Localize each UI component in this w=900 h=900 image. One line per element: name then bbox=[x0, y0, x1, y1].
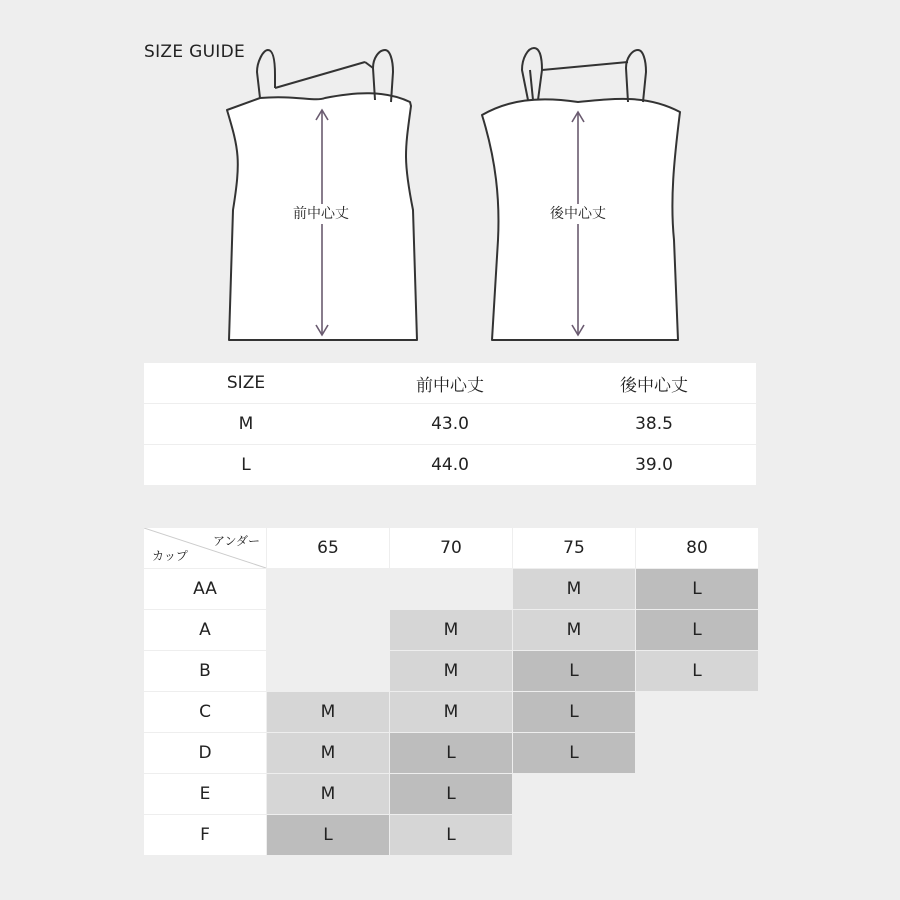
cup-table-corner-cell bbox=[144, 528, 266, 568]
front-garment-illustration bbox=[215, 40, 430, 350]
cup-size-cell bbox=[636, 815, 758, 855]
cup-size-cell: L bbox=[636, 569, 758, 609]
cup-size-cell bbox=[390, 569, 512, 609]
cup-size-cell: L bbox=[636, 610, 758, 650]
cup-size-cell bbox=[267, 569, 389, 609]
size-cell: M bbox=[238, 414, 254, 434]
cup-size-cell: M bbox=[390, 651, 512, 691]
cup-size-cell: L bbox=[390, 733, 512, 773]
cup-size-cell bbox=[267, 610, 389, 650]
cup-row-header: F bbox=[144, 815, 266, 855]
under-column-header: 65 bbox=[267, 528, 389, 568]
cup-size-cell bbox=[636, 774, 758, 814]
back-garment-illustration bbox=[478, 40, 693, 350]
under-bust-label: アンダー bbox=[212, 534, 260, 548]
front-length-label: 前中心丈 bbox=[293, 206, 349, 222]
cup-size-cell: M bbox=[390, 610, 512, 650]
cup-size-cell: L bbox=[513, 651, 635, 691]
cup-table-row bbox=[144, 569, 759, 609]
size-guide-title: SIZE GUIDE bbox=[144, 42, 246, 62]
back-length-header: 後中心丈 bbox=[620, 375, 688, 396]
cup-size-cell: M bbox=[267, 733, 389, 773]
cup-size-cell: M bbox=[390, 692, 512, 732]
under-column-header: 75 bbox=[513, 528, 635, 568]
cup-row-header: C bbox=[144, 692, 266, 732]
front-length-cell: 43.0 bbox=[431, 414, 469, 434]
cup-table-row bbox=[144, 610, 759, 650]
cup-size-cell: L bbox=[513, 692, 635, 732]
cup-size-cell: M bbox=[267, 774, 389, 814]
camisole-back-outline-icon bbox=[478, 40, 693, 350]
cup-size-cell: M bbox=[513, 569, 635, 609]
size-cell: L bbox=[241, 455, 251, 475]
under-column-header: 80 bbox=[636, 528, 758, 568]
cup-table-row bbox=[144, 733, 759, 773]
cup-size-cell bbox=[513, 815, 635, 855]
cup-table-header-row bbox=[144, 528, 759, 568]
front-length-header: 前中心丈 bbox=[416, 375, 484, 396]
cup-size-cell bbox=[513, 774, 635, 814]
cup-size-table bbox=[144, 528, 759, 856]
back-length-cell: 38.5 bbox=[635, 414, 673, 434]
size-table-header-row bbox=[144, 363, 756, 403]
back-length-cell: 39.0 bbox=[635, 455, 673, 475]
cup-size-cell: L bbox=[636, 651, 758, 691]
cup-row-header: A bbox=[144, 610, 266, 650]
cup-size-cell: L bbox=[267, 815, 389, 855]
cup-row-header: D bbox=[144, 733, 266, 773]
cup-size-cell: M bbox=[267, 692, 389, 732]
camisole-front-outline-icon bbox=[215, 40, 430, 350]
under-column-header: 70 bbox=[390, 528, 512, 568]
size-table-row bbox=[144, 445, 756, 485]
cup-row-header: AA bbox=[144, 569, 266, 609]
front-length-cell: 44.0 bbox=[431, 455, 469, 475]
cup-table-row bbox=[144, 692, 759, 732]
cup-table-row bbox=[144, 815, 759, 855]
back-length-label: 後中心丈 bbox=[550, 206, 606, 222]
cup-label: カップ bbox=[152, 549, 188, 563]
cup-row-header: B bbox=[144, 651, 266, 691]
cup-table-row bbox=[144, 651, 759, 691]
cup-size-cell: L bbox=[390, 774, 512, 814]
cup-size-cell bbox=[636, 733, 758, 773]
cup-size-cell: M bbox=[513, 610, 635, 650]
size-table-row bbox=[144, 404, 756, 444]
size-measurement-table bbox=[144, 363, 756, 486]
cup-size-cell bbox=[636, 692, 758, 732]
cup-table-row bbox=[144, 774, 759, 814]
cup-size-cell: L bbox=[513, 733, 635, 773]
cup-size-cell bbox=[267, 651, 389, 691]
size-header: SIZE bbox=[226, 373, 266, 393]
cup-size-cell: L bbox=[390, 815, 512, 855]
cup-row-header: E bbox=[144, 774, 266, 814]
